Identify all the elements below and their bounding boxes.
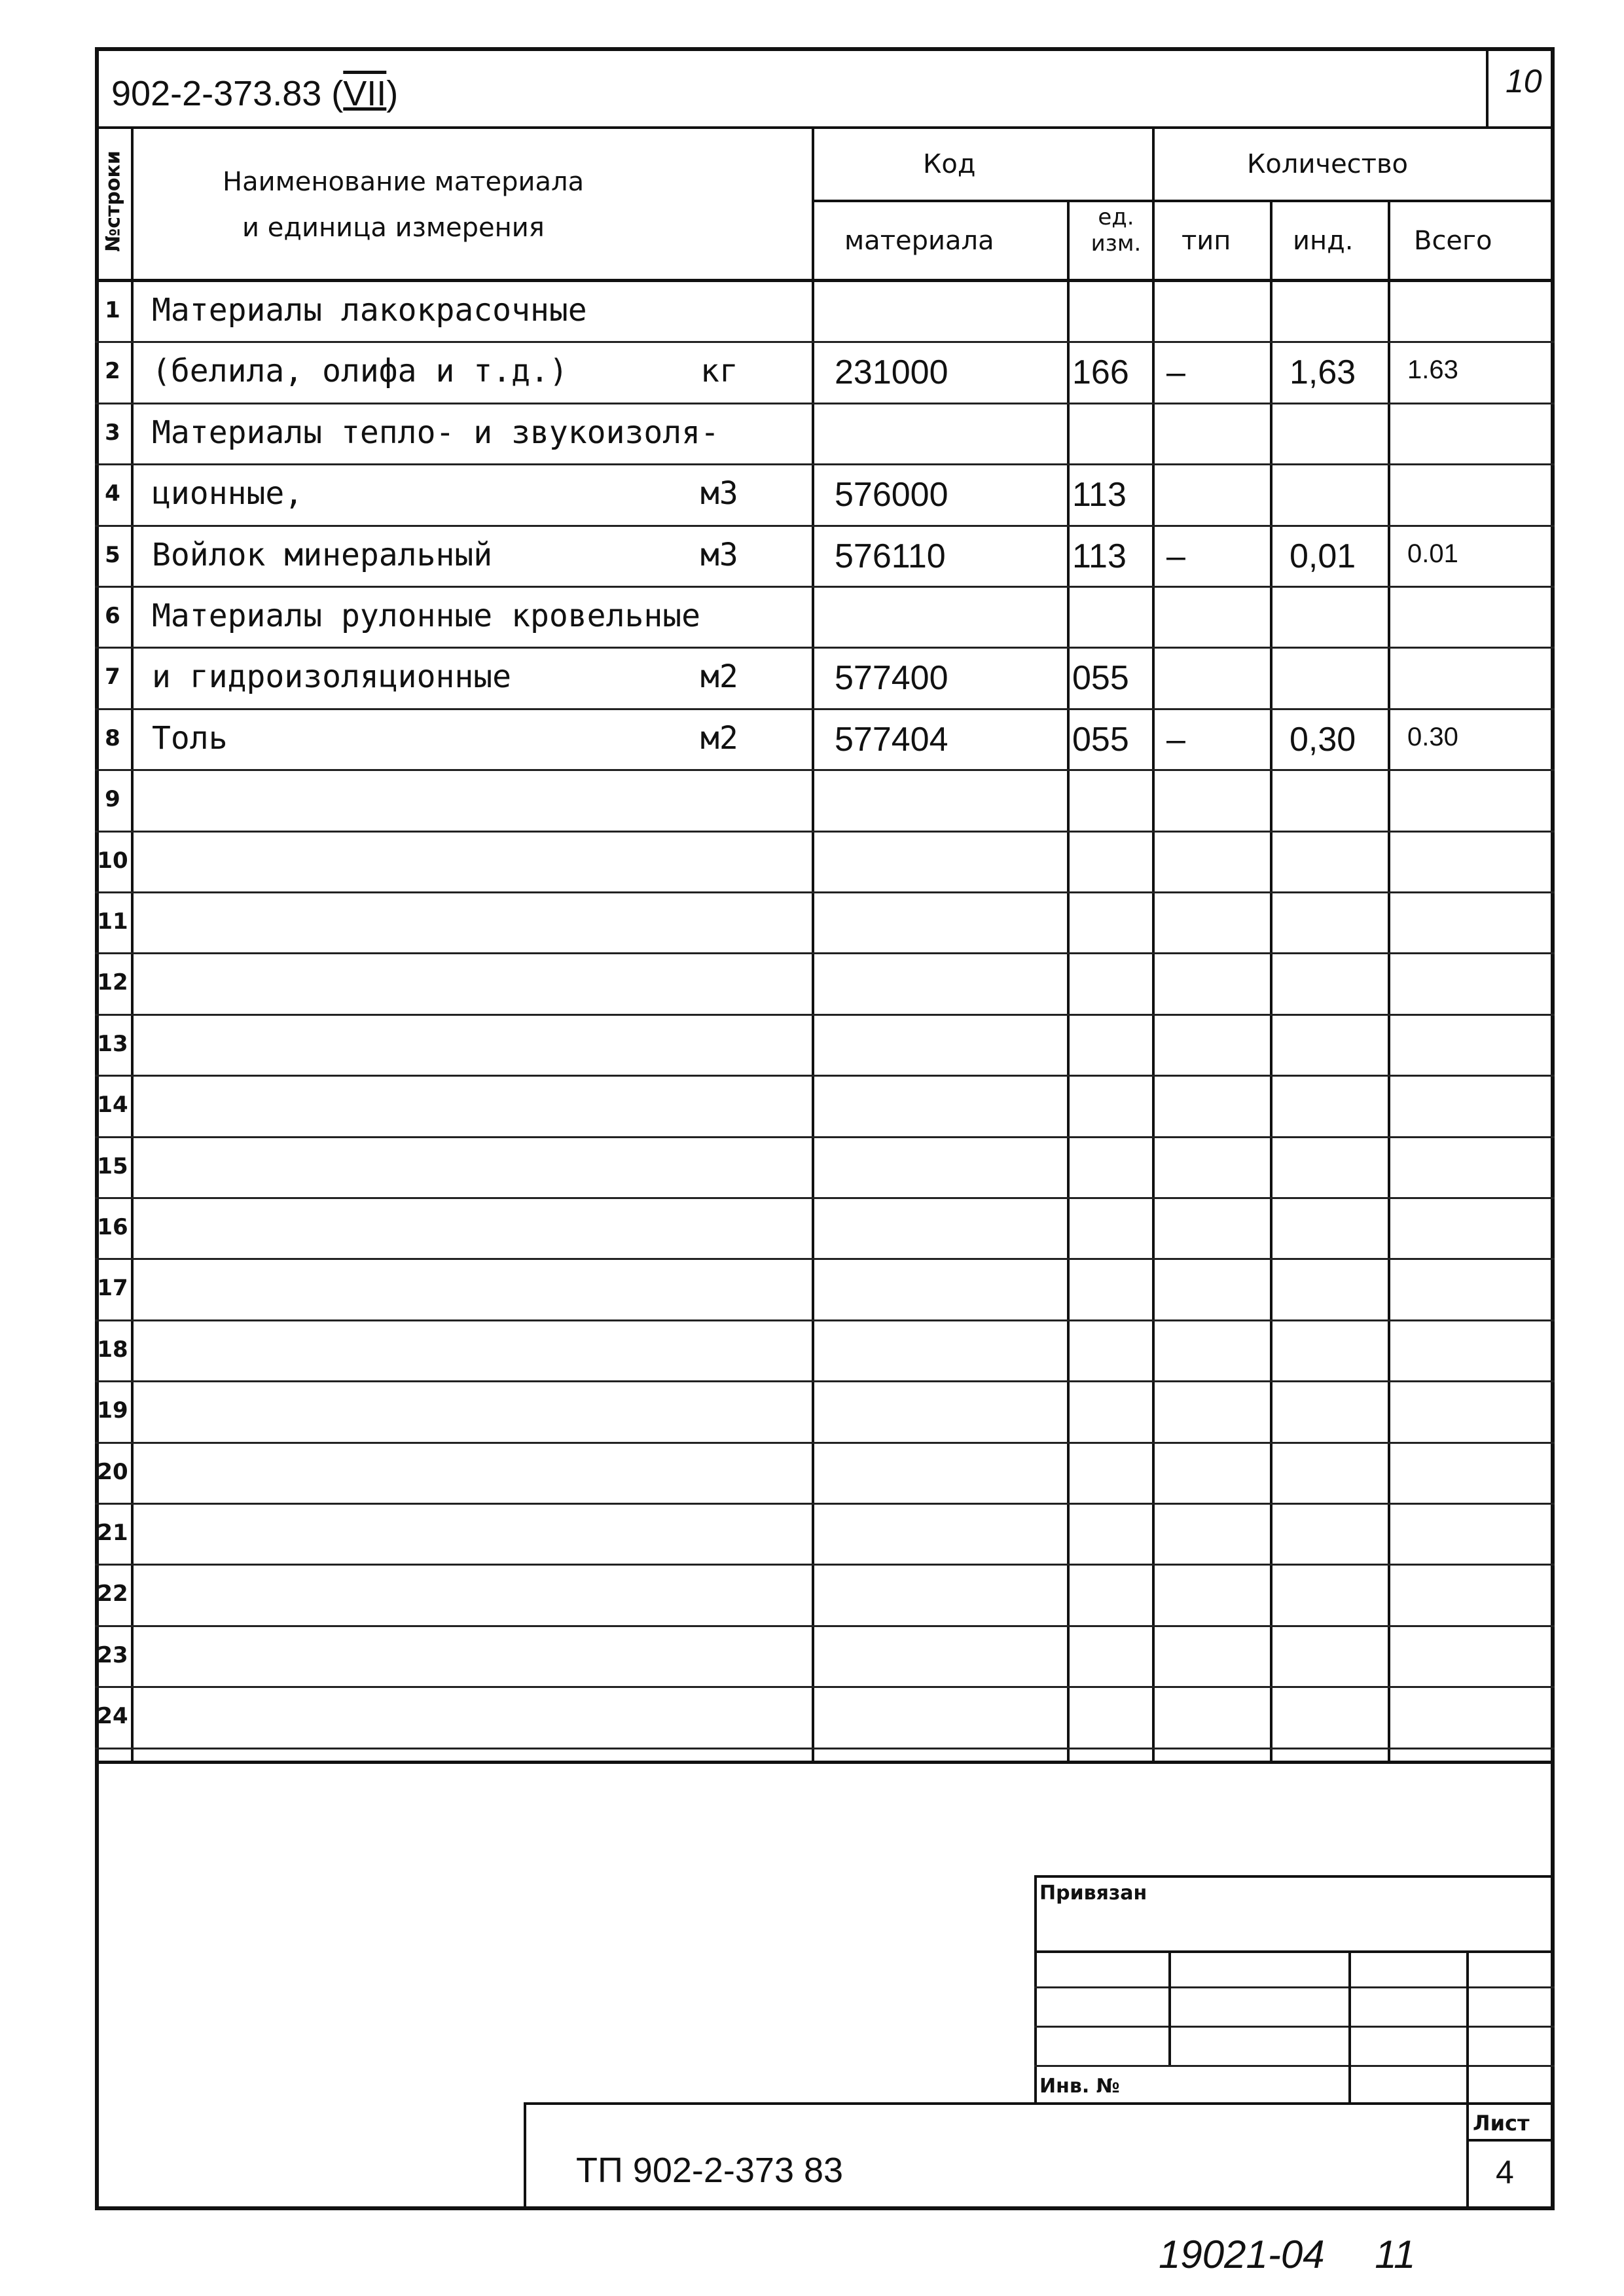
stamp-vline-3 — [1466, 1950, 1469, 2210]
row-number: 10 — [97, 848, 128, 874]
row-unit-code: 055 — [1072, 721, 1129, 759]
col-type-header: тип — [1182, 226, 1231, 256]
header-bottom-line — [95, 126, 1555, 129]
archive-sheet-text: 11 — [1375, 2233, 1416, 2276]
table-bottom-border — [95, 1761, 1555, 1764]
doc-code — [111, 73, 398, 114]
sheet-label: Лист — [1473, 2111, 1530, 2136]
row-material-name: Материалы тепло- и звукоизоля- — [152, 414, 719, 451]
stamp-line-3 — [1034, 2026, 1555, 2028]
row-unit: м2 — [700, 658, 738, 695]
row-separator — [95, 1014, 1555, 1016]
row-material-name: Войлок минеральный — [152, 537, 493, 573]
row-number: 14 — [97, 1092, 128, 1118]
header-bottom-border — [95, 279, 1555, 282]
row-separator — [95, 1748, 1555, 1749]
row-number: 7 — [105, 664, 120, 690]
row-separator — [95, 1197, 1555, 1199]
rows-label-cell — [98, 131, 128, 276]
row-number: 17 — [97, 1275, 128, 1301]
row-number: 15 — [97, 1153, 128, 1179]
row-number: 6 — [105, 603, 120, 629]
row-material-name: и гидроизоляционные — [152, 658, 512, 695]
title-block-left — [524, 2102, 526, 2210]
row-separator — [95, 525, 1555, 527]
doc-part-text: VII — [343, 74, 387, 113]
row-material-name: (белила, олифа и т.д.) — [152, 353, 568, 389]
doc-code-text: 902-2-373.83 — [111, 74, 322, 113]
row-separator — [95, 1258, 1555, 1260]
row-material-name: Материалы лакокрасочные — [152, 292, 587, 329]
row-separator — [95, 1319, 1555, 1321]
col-line-total — [1388, 200, 1390, 1762]
stamp-top-line — [1034, 1875, 1555, 1878]
archive-number — [1159, 2232, 1416, 2277]
row-number: 19 — [97, 1397, 128, 1424]
row-number: 12 — [97, 969, 128, 996]
row-separator — [95, 831, 1555, 833]
row-unit: м3 — [700, 475, 738, 512]
row-number: 1 — [105, 297, 120, 323]
row-number: 21 — [97, 1520, 128, 1546]
row-ind: 0,01 — [1290, 537, 1356, 575]
row-separator — [95, 1380, 1555, 1382]
row-unit: м3 — [700, 537, 738, 573]
row-number: 22 — [97, 1581, 128, 1607]
page-number-divider — [1486, 47, 1489, 129]
row-total: 1.63 — [1407, 355, 1458, 384]
row-unit-code: 113 — [1072, 537, 1127, 575]
stamp-vline-1 — [1168, 1950, 1171, 2065]
row-number: 2 — [105, 358, 120, 384]
col-code-header: Код — [923, 149, 976, 179]
row-separator — [95, 1503, 1555, 1505]
row-material-code: 576110 — [835, 537, 946, 575]
page-number: 10 — [1506, 63, 1542, 99]
row-material-name: Материалы рулонные кровельные — [152, 598, 701, 634]
row-number: 8 — [105, 725, 120, 751]
stamp-left-line — [1034, 1875, 1037, 2104]
row-separator — [95, 952, 1555, 954]
row-unit-code: 113 — [1072, 476, 1127, 514]
row-separator — [95, 891, 1555, 893]
row-number: 11 — [97, 908, 128, 935]
col-line-type — [1152, 126, 1155, 1762]
row-separator — [95, 1564, 1555, 1566]
row-number: 18 — [97, 1336, 128, 1363]
row-ind: 0,30 — [1290, 721, 1356, 759]
row-material-code: 577404 — [835, 721, 948, 759]
row-separator — [95, 647, 1555, 649]
row-unit-code: 166 — [1072, 353, 1129, 391]
stamp-line-2 — [1034, 1986, 1555, 1988]
row-material-code: 576000 — [835, 476, 948, 514]
row-separator — [95, 1075, 1555, 1077]
row-separator — [95, 708, 1555, 710]
doc-title: ТП 902-2-373 83 — [576, 2151, 844, 2190]
rows-label: №строки — [101, 151, 125, 252]
row-unit: м2 — [700, 720, 738, 757]
row-number: 3 — [105, 420, 120, 446]
row-ind: 1,63 — [1290, 353, 1356, 391]
row-number: 13 — [97, 1031, 128, 1057]
col-name-header-1: Наименование материала — [223, 167, 585, 197]
col-material-code-header: материала — [844, 226, 994, 256]
col-line-code — [812, 126, 814, 1762]
row-material-code: 231000 — [835, 353, 948, 391]
col-total-header: Всего — [1414, 226, 1492, 256]
row-type: – — [1166, 353, 1185, 391]
col-name-header-2: и единица измерения — [242, 213, 545, 243]
stamp-line-1 — [1034, 1950, 1555, 1953]
row-material-code: 577400 — [835, 659, 948, 697]
row-number: 20 — [97, 1459, 128, 1485]
row-separator — [95, 341, 1555, 343]
header-mid-line — [812, 200, 1555, 202]
row-separator — [95, 1686, 1555, 1688]
col-ind-header: инд. — [1293, 226, 1354, 256]
row-separator — [95, 769, 1555, 771]
row-type: – — [1166, 537, 1185, 575]
stamp-line-4 — [1034, 2065, 1555, 2067]
row-separator — [95, 403, 1555, 404]
col-qty-header: Количество — [1247, 149, 1409, 179]
row-separator — [95, 586, 1555, 588]
sheet-number: 4 — [1496, 2154, 1514, 2191]
row-separator — [95, 463, 1555, 465]
row-number: 4 — [105, 480, 120, 507]
row-separator — [95, 1136, 1555, 1138]
col-line-ind — [1270, 200, 1272, 1762]
row-total: 0.30 — [1407, 723, 1458, 751]
col-unit-header-2: изм. — [1091, 230, 1142, 257]
row-separator — [95, 1442, 1555, 1444]
row-separator — [95, 1625, 1555, 1627]
row-total: 0.01 — [1407, 539, 1458, 568]
row-material-name: ционные, — [152, 475, 304, 512]
row-number: 16 — [97, 1214, 128, 1240]
row-material-name: Толь — [152, 720, 228, 757]
doc-part: (VII) — [331, 74, 399, 113]
col-line-unitcode — [1067, 200, 1070, 1762]
stamp-vline-2 — [1348, 1950, 1351, 2104]
row-number: 24 — [97, 1703, 128, 1729]
row-number: 5 — [105, 542, 120, 568]
sheet-label-line — [1466, 2139, 1555, 2142]
col-unit-header — [1087, 204, 1146, 257]
row-number: 23 — [97, 1642, 128, 1668]
archive-number-text: 19021-04 — [1159, 2233, 1325, 2276]
row-type: – — [1166, 721, 1185, 759]
stamp-inv-label: Инв. № — [1039, 2075, 1120, 2098]
row-unit: кг — [700, 353, 738, 389]
title-block-top — [524, 2102, 1555, 2105]
row-unit-code: 055 — [1072, 659, 1129, 697]
row-number: 9 — [105, 786, 120, 812]
stamp-bound-label: Привязан — [1039, 1882, 1147, 1905]
col-unit-header-1: ед. — [1098, 204, 1134, 230]
